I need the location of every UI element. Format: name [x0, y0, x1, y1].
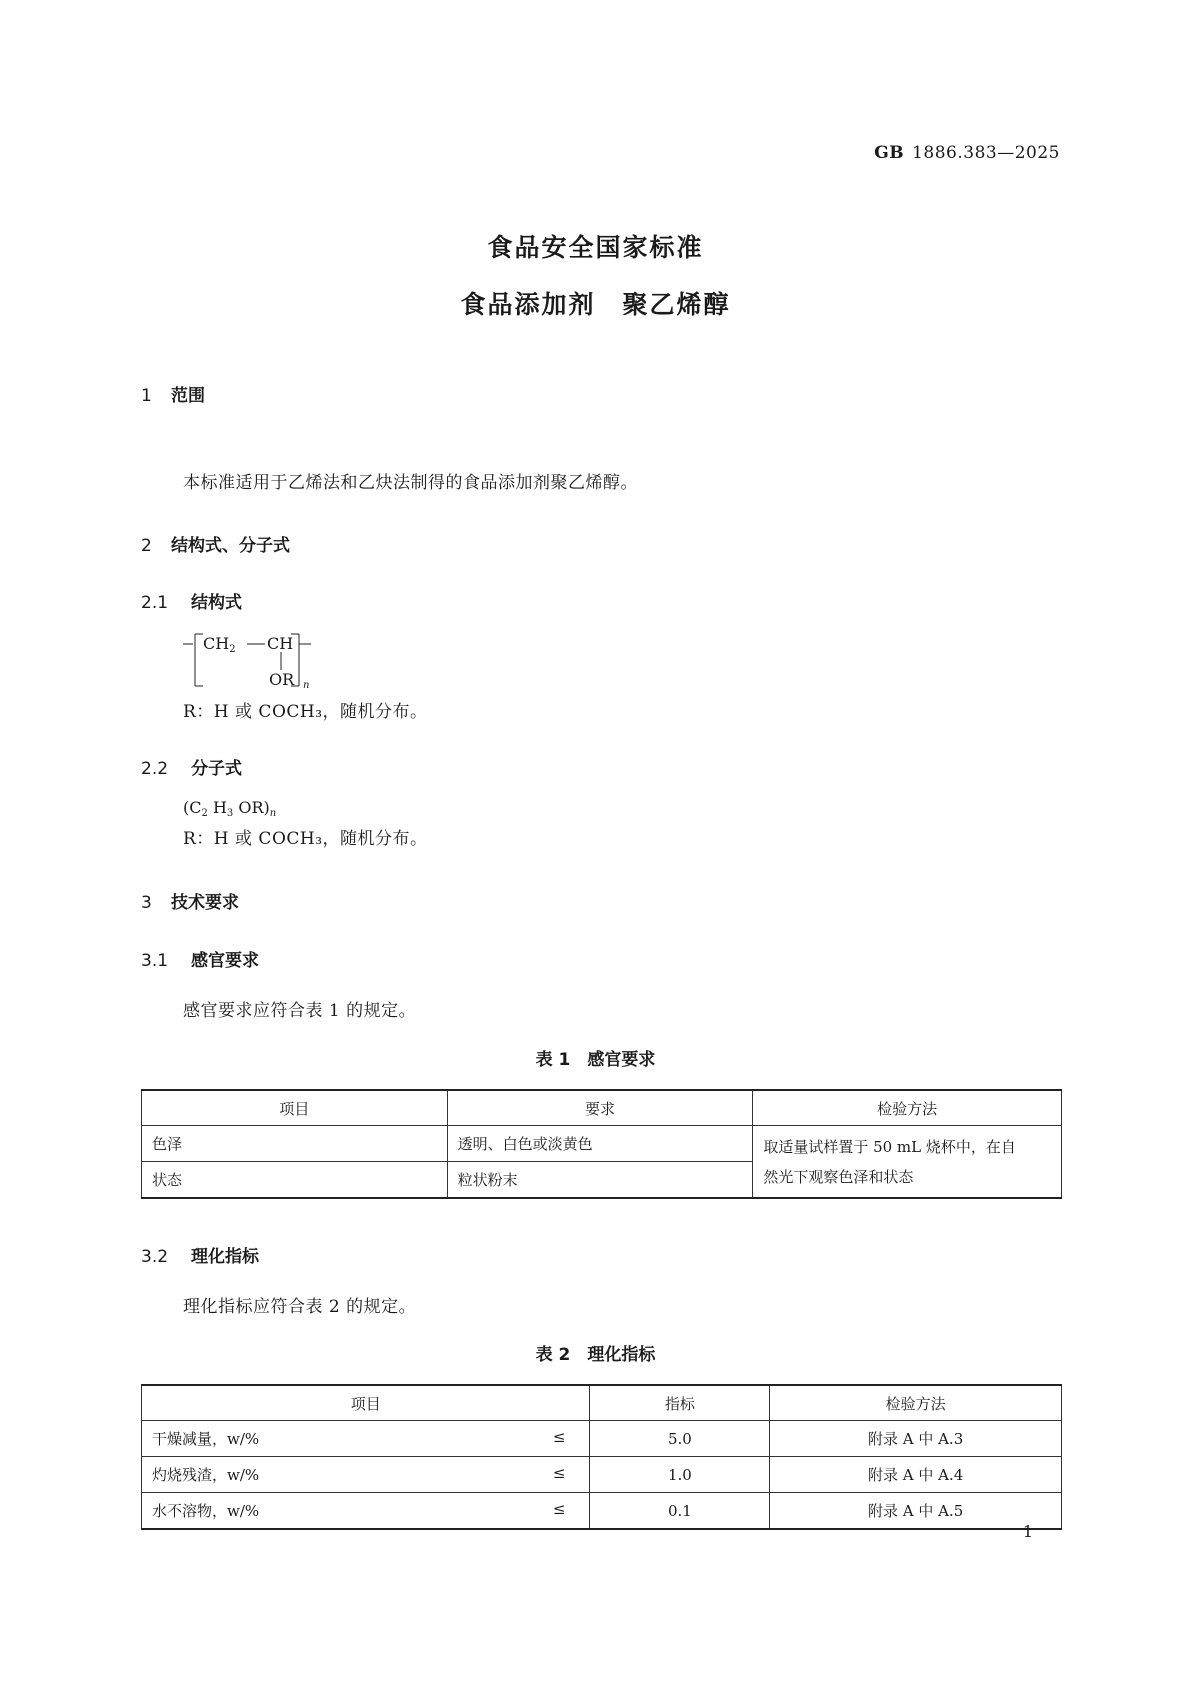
or-group: OR [269, 670, 295, 689]
le-operator: ≤ [552, 1500, 566, 1518]
section-1-heading: 1 范围 [141, 386, 205, 406]
le-operator: ≤ [552, 1428, 566, 1446]
table1-header: 检验方法 [753, 1090, 1062, 1126]
table2-value: 1.0 [590, 1457, 770, 1493]
table1-method: 取适量试样置于 50 mL 烧杯中，在自 然光下观察色泽和状态 [753, 1126, 1062, 1199]
table2-header-row [142, 1385, 1062, 1421]
table-row [142, 1126, 1062, 1162]
structural-formula [183, 632, 323, 692]
table1-header-row [142, 1090, 1062, 1126]
section-3-2-text: 理化指标应符合表 2 的规定。 [183, 1297, 417, 1317]
document-subtitle: 食品添加剂 聚乙烯醇 [460, 290, 731, 319]
table1-item: 状态 [142, 1162, 448, 1199]
standard-code [874, 143, 1060, 163]
section-2-2-heading: 2.2 分子式 [141, 759, 242, 779]
table1 [141, 1089, 1062, 1199]
table2-item: 水不溶物，w/% ≤ [142, 1493, 590, 1530]
section-3-heading: 3 技术要求 [141, 893, 239, 913]
table2-header: 项目 [142, 1385, 590, 1421]
table1-caption: 表 1 感官要求 [535, 1050, 656, 1070]
document-title: 食品安全国家标准 [487, 233, 704, 262]
table2 [141, 1384, 1062, 1530]
le-operator: ≤ [552, 1464, 566, 1482]
table2-method: 附录 A 中 A.4 [770, 1457, 1062, 1493]
table2-caption: 表 2 理化指标 [535, 1345, 656, 1365]
table2-item: 灼烧残渣，w/% ≤ [142, 1457, 590, 1493]
table2-header: 检验方法 [770, 1385, 1062, 1421]
table2-header: 指标 [590, 1385, 770, 1421]
section-2-1-heading: 2.1 结构式 [141, 593, 242, 613]
structure-note: R：H 或 COCH₃，随机分布。 [183, 702, 428, 722]
molecular-note: R：H 或 COCH₃，随机分布。 [183, 829, 428, 849]
section-3-1-heading: 3.1 感官要求 [141, 951, 259, 971]
table2-method: 附录 A 中 A.5 [770, 1493, 1062, 1530]
ch-group: CH [267, 634, 294, 653]
table2-method: 附录 A 中 A.3 [770, 1421, 1062, 1457]
table-row [142, 1493, 1062, 1530]
table2-value: 0.1 [590, 1493, 770, 1530]
table-row [142, 1457, 1062, 1493]
section-3-1-text: 感官要求应符合表 1 的规定。 [183, 1001, 417, 1021]
table1-header: 要求 [447, 1090, 753, 1126]
table2-value: 5.0 [590, 1421, 770, 1457]
repeat-n: n [303, 680, 310, 691]
table2-item: 干燥减量，w/% ≤ [142, 1421, 590, 1457]
table1-header: 项目 [142, 1090, 448, 1126]
molecular-formula: ($C_2$ $H_3$ $OR)_n$ [183, 798, 277, 819]
section-3-2-heading: 3.2 理化指标 [141, 1247, 259, 1267]
standard-number: 1886.383—2025 [912, 143, 1060, 163]
section-2-heading: 2 结构式、分子式 [141, 536, 290, 556]
table-row [142, 1421, 1062, 1457]
page-number: 1 [1022, 1522, 1033, 1541]
ch2-group: $CH_2$ [203, 634, 236, 655]
table1-requirement: 透明、白色或淡黄色 [447, 1126, 753, 1162]
table1-item: 色泽 [142, 1126, 448, 1162]
section-1-text: 本标准适用于乙烯法和乙炔法制得的食品添加剂聚乙烯醇。 [183, 473, 638, 493]
standard-prefix: GB [874, 143, 905, 163]
table1-requirement: 粒状粉末 [447, 1162, 753, 1199]
